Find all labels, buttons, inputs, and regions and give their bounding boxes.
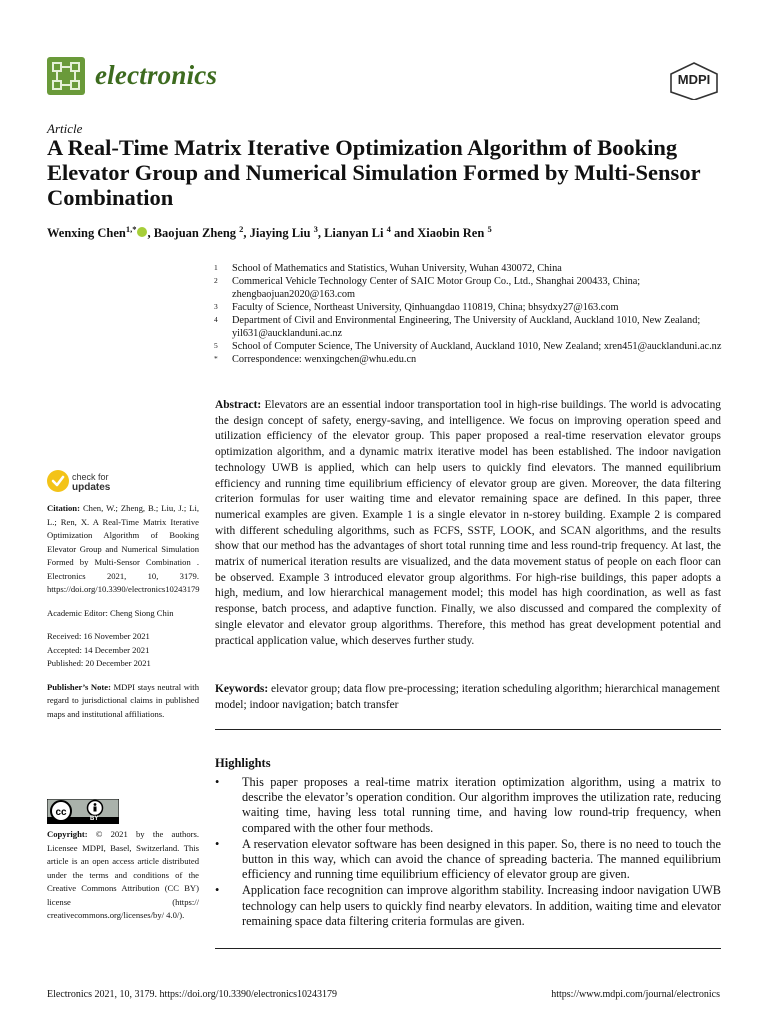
paper-title: A Real-Time Matrix Iterative Optimization Algorithm of Booking Elevator Group and Numerical Simulation Formed by Multi-Sensor Combination (47, 135, 701, 210)
affiliation-item: * Correspondence: wenxingchen@whu.edu.cn (214, 354, 417, 365)
divider (215, 729, 721, 730)
dates (47, 630, 199, 671)
check-for-updates-label[interactable]: updates (72, 482, 111, 493)
article-type: Article (47, 121, 83, 136)
keywords-label: Keywords: (215, 683, 269, 695)
citation (47, 502, 199, 597)
author-separator: and (394, 226, 415, 241)
author-name: Wenxing Chen (47, 226, 126, 241)
affiliation-item: 5 School of Computer Science, The University of Auckland, Auckland 1010, New Zealand; xren451@aucklanduni.ac.nz (214, 341, 722, 352)
sidebar-info (47, 502, 199, 731)
author-list: Wenxing Chen$^{1,*}$ , Baojuan Zheng $^2$, Jiaying Liu $^3$, Lianyan Li $^4$ and Xiaobin Ren $^5$ (47, 224, 492, 241)
keywords-text: elevator group; data flow pre-processing; iteration scheduling algorithm; hierarchical management model; indoor navigation; batch transfer (215, 683, 720, 711)
publisher-note-text: MDPI stays neutral with regard to jurisdictional claims in published maps and institutional affiliations. (47, 681, 199, 719)
citation-text: Chen, W.; Zheng, B.; Liu, J.; Li, L.; Ren, X. A Real-Time Matrix Iterative Optimization Algorithm of Booking Elevator Group and Numerical Simulation Formed by Multi-Sensor Combination . Electronics 2021, 10, 3179. https://doi.org/10.3390/electronics10243179 (47, 503, 200, 594)
affiliation-item: 4 Department of Civil and Environmental Engineering, The University of Auckland, Auckland 1010, New Zealand; yil631@aucklanduni.ac.nz (214, 315, 701, 339)
highlight-item: • This paper proposes a real-time matrix iteration optimization algorithm, using a matrix to describe the elevator’s operation condition. Our algorithm improves the utilization rate, reducing waiting time, having less total running time, and having low round-trip frequency, when compared with the other four methods. (215, 775, 721, 835)
footer-citation: Electronics 2021, 10, 3179. https://doi.org/10.3390/electronics10243179 (47, 989, 338, 1000)
author-affiliation-marker: 2 (239, 224, 244, 234)
check-for-updates-icon[interactable] (47, 470, 69, 492)
check-for-updates-label[interactable]: check for (72, 472, 109, 482)
journal-logo-icon (47, 57, 85, 95)
svg-text:cc: cc (55, 807, 67, 818)
publisher-note-label: Publisher’s Note: (47, 681, 111, 692)
copyright (47, 828, 199, 923)
highlights-title: Highlights (215, 756, 271, 770)
author-affiliation-marker: 5 (487, 224, 492, 234)
citation-label: Citation: (47, 503, 80, 513)
publisher-note (47, 681, 199, 722)
highlight-item: • Application face recognition can improve algorithm stability. Increasing indoor navigation UWB technology can help users to quickly find nearby elevators. In addition, waiting time and elevator remaining space data filtering criteria formulas are given. (215, 883, 721, 928)
abstract (215, 398, 721, 649)
publisher-name: MDPI (677, 72, 711, 87)
divider (215, 948, 721, 949)
author-name: Baojuan Zheng (153, 226, 237, 241)
author-name: Jiaying Liu (249, 226, 311, 241)
affiliation-item: 1 School of Mathematics and Statistics, Wuhan University, Wuhan 430072, China (214, 263, 562, 274)
author-name: Xiaobin Ren (417, 226, 485, 241)
author-affiliation-marker: 3 (313, 224, 318, 234)
affiliation-item: 3 Faculty of Science, Northeast University, Qinhuangdao 110819, China; bhsydxy27@163.com (214, 302, 619, 313)
orcid-icon[interactable] (137, 227, 147, 237)
author-affiliation-marker: 4 (386, 224, 391, 234)
affiliation-list (214, 262, 724, 366)
academic-editor: Academic Editor: Cheng Siong Chin (47, 607, 174, 618)
journal-name: electronics (95, 60, 218, 90)
accepted-date: Accepted: 14 December 2021 (47, 644, 150, 655)
highlights-list (215, 775, 721, 930)
received-date: Received: 16 November 2021 (47, 631, 150, 641)
cc-by-label: BY (90, 816, 99, 822)
published-date: Published: 20 December 2021 (47, 658, 151, 668)
highlight-item: • A reservation elevator software has been designed in this paper. So, there is no need to touch the button in this way, which can avoid the chance of spreading bacteria. The manned equilibrium efficiency and running time equilibrium efficiency of elevator group are given. (215, 836, 721, 882)
keywords (215, 682, 721, 713)
abstract-text: Elevators are an essential indoor transportation tool in high-rise buildings. The world is advocating the design concept of safety, energy-saving, and intelligence. We focus on improving operation speed and utilization efficiency of the elevator group. This paper proposed a real-time reservation elevator groups optimization algorithm, and a dynamic matrix iterative model has been established. The indoor navigation technology UWB is applied, which can help users to quickly find elevators. The manned equilibrium efficiency and running time equilibrium efficiency of elevator group are given. Moreover, the data filtering criterion formulas for user waiting time and elevator remaining space are defined. In this paper, three numerical examples are given. Example 1 is a single elevator in n-storey building. Example 2 is compared with different scheduling algorithms, such as FCFS, SSTF, LOOK, and SCAN algorithms, and the results show that our method has the advantages of short total running time and less round-trip frequency. At last, the matrix of numerical iteration results are visualized, and the data movement status of people on each floor can be observed. Example 3 introduced elevator group algorithms. For high-rise buildings, this paper adopts a high, medium, and low hierarchical management model; this model has high coordination, as well as fast response, batch process, and adaptive function. Finally, we also discussed and compared the complexity of single elevator and elevator group algorithms. Therefore, this method has great development potential and practical application value, which deserves further study. (215, 399, 721, 647)
copyright-label: Copyright: (47, 829, 88, 839)
cc-by-license-icon[interactable] (47, 799, 119, 824)
author-name: Lianyan Li (324, 226, 384, 241)
copyright-text: © 2021 by the authors. Licensee MDPI, Basel, Switzerland. This article is an open access article distributed under the terms and conditions of the Creative Commons Attribution (CC BY) license (https:// creativecommons.org/licenses/by/ 4.0/). (47, 829, 199, 920)
author-affiliation-marker: 1,* (125, 224, 137, 234)
affiliation-item: 2 Commerical Vehicle Technology Center of SAIC Motor Group Co., Ltd., Shanghai 200433, China; zhengbaojuan2020@163.com (214, 276, 641, 300)
footer-journal-url[interactable]: https://www.mdpi.com/journal/electronics (551, 989, 720, 1000)
abstract-label: Abstract: (215, 399, 262, 411)
